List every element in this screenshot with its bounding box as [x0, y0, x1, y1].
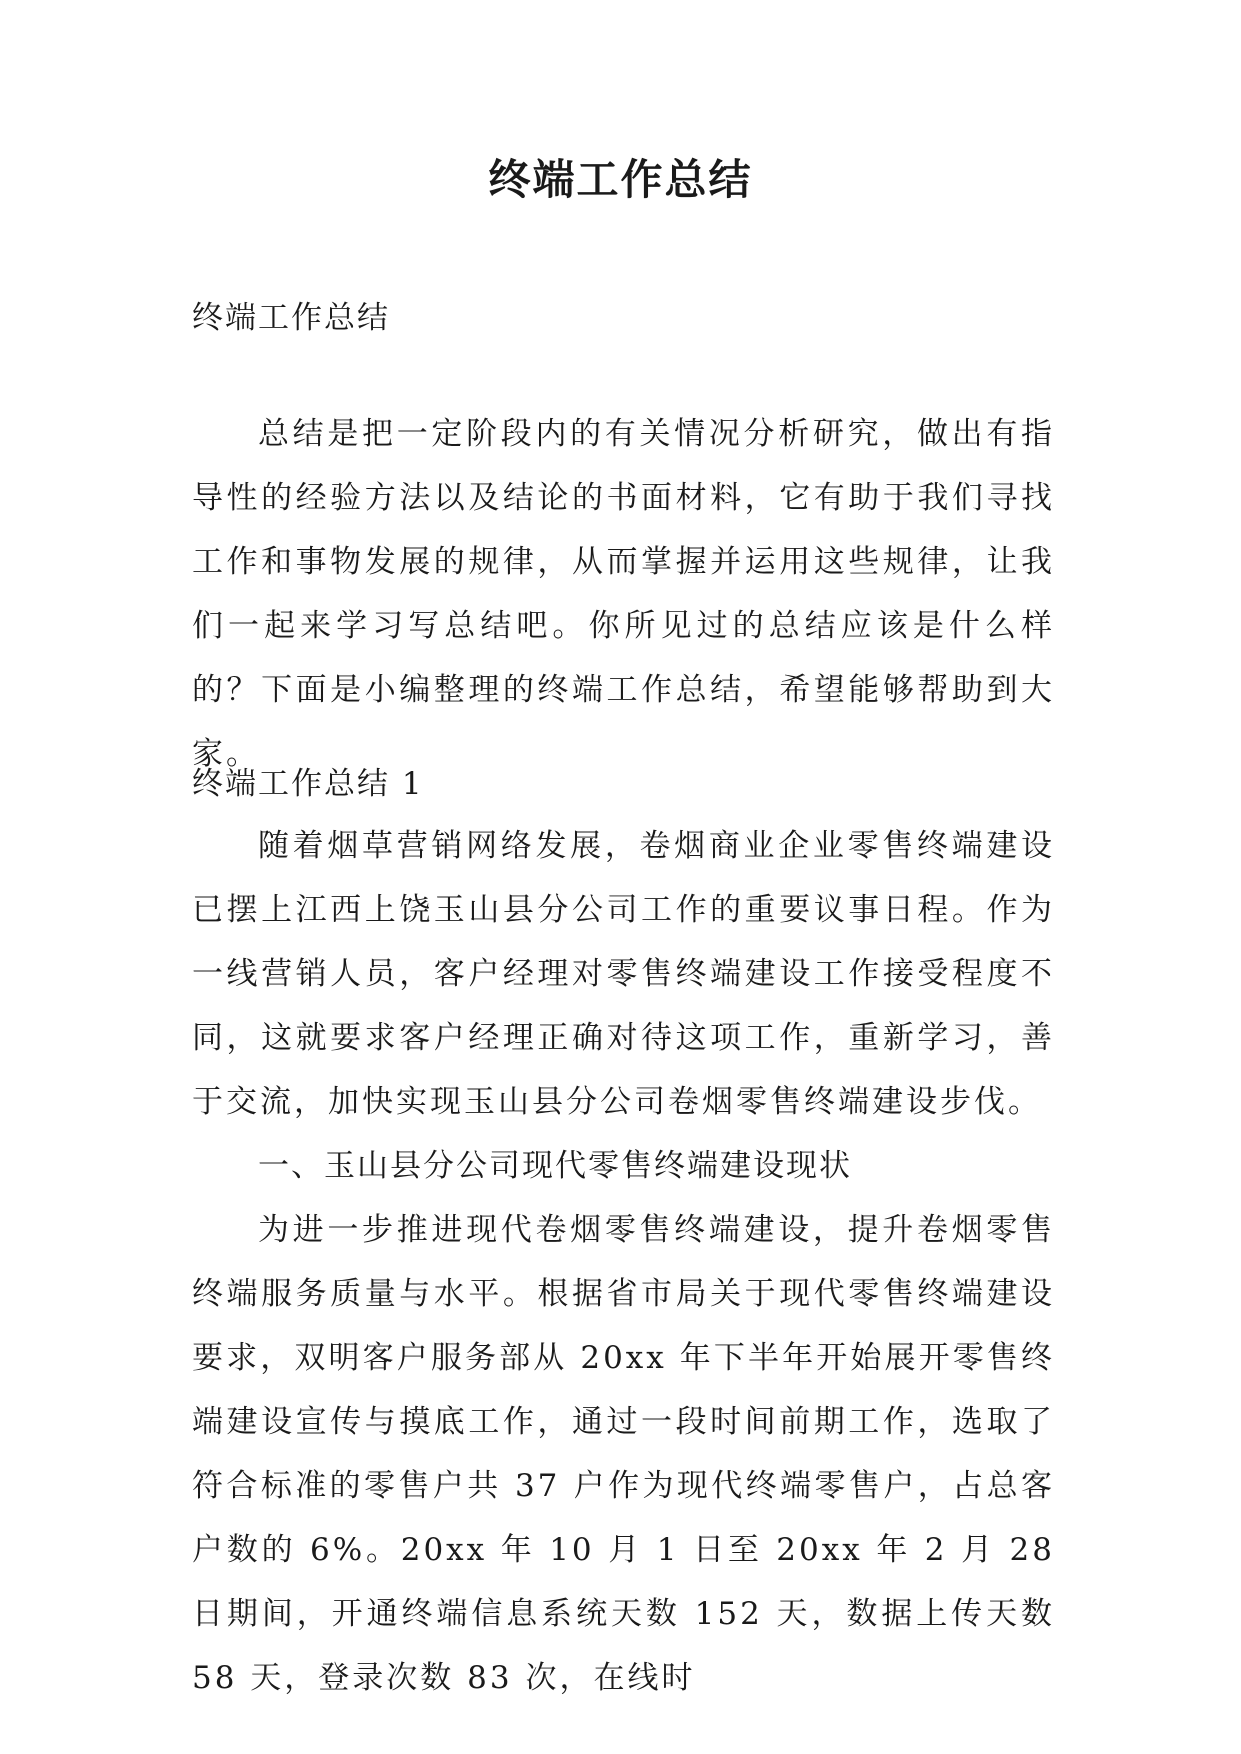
section-paragraph: 随着烟草营销网络发展，卷烟商业企业零售终端建设已摆上江西上饶玉山县分公司工作的重要议事日程。作为一线营销人员，客户经理对零售终端建设工作接受程度不同，这就要求客户经理正确对待这项工作，重新学习，善于交流，加快实现玉山县分公司卷烟零售终端建设步伐。 [192, 828, 1055, 1120]
intro-paragraph: 总结是把一定阶段内的有关情况分析研究，做出有指导性的经验方法以及结论的书面材料，它有助于我们寻找工作和事物发展的规律，从而掌握并运用这些规律，让我们一起来学习写总结吧。你所见过的总结应该是什么样的？下面是小编整理的终端工作总结，希望能够帮助到大家。 [192, 416, 1055, 772]
section-heading: 终端工作总结 1 [192, 766, 424, 802]
document-subtitle: 终端工作总结 [192, 300, 390, 336]
section-subheading: 一、玉山县分公司现代零售终端建设现状 [258, 1148, 852, 1184]
section-paragraph: 为进一步推进现代卷烟零售终端建设，提升卷烟零售终端服务质量与水平。根据省市局关于现代零售终端建设要求，双明客户服务部从 20xx 年下半年开始展开零售终端建设宣传与摸底工作，通过一段时间前期工作，选取了符合标准的零售户共 37 户作为现代终端零售户，占总客户数的 6%。20xx 年 10 月 1 日至 20xx 年 2 月 28 日期间，开通终端信息系统天数 152 天，数据上传天数 58 天，登录次数 83 次，在线时 [192, 1212, 1055, 1696]
document-title: 终端工作总结 [488, 155, 753, 204]
